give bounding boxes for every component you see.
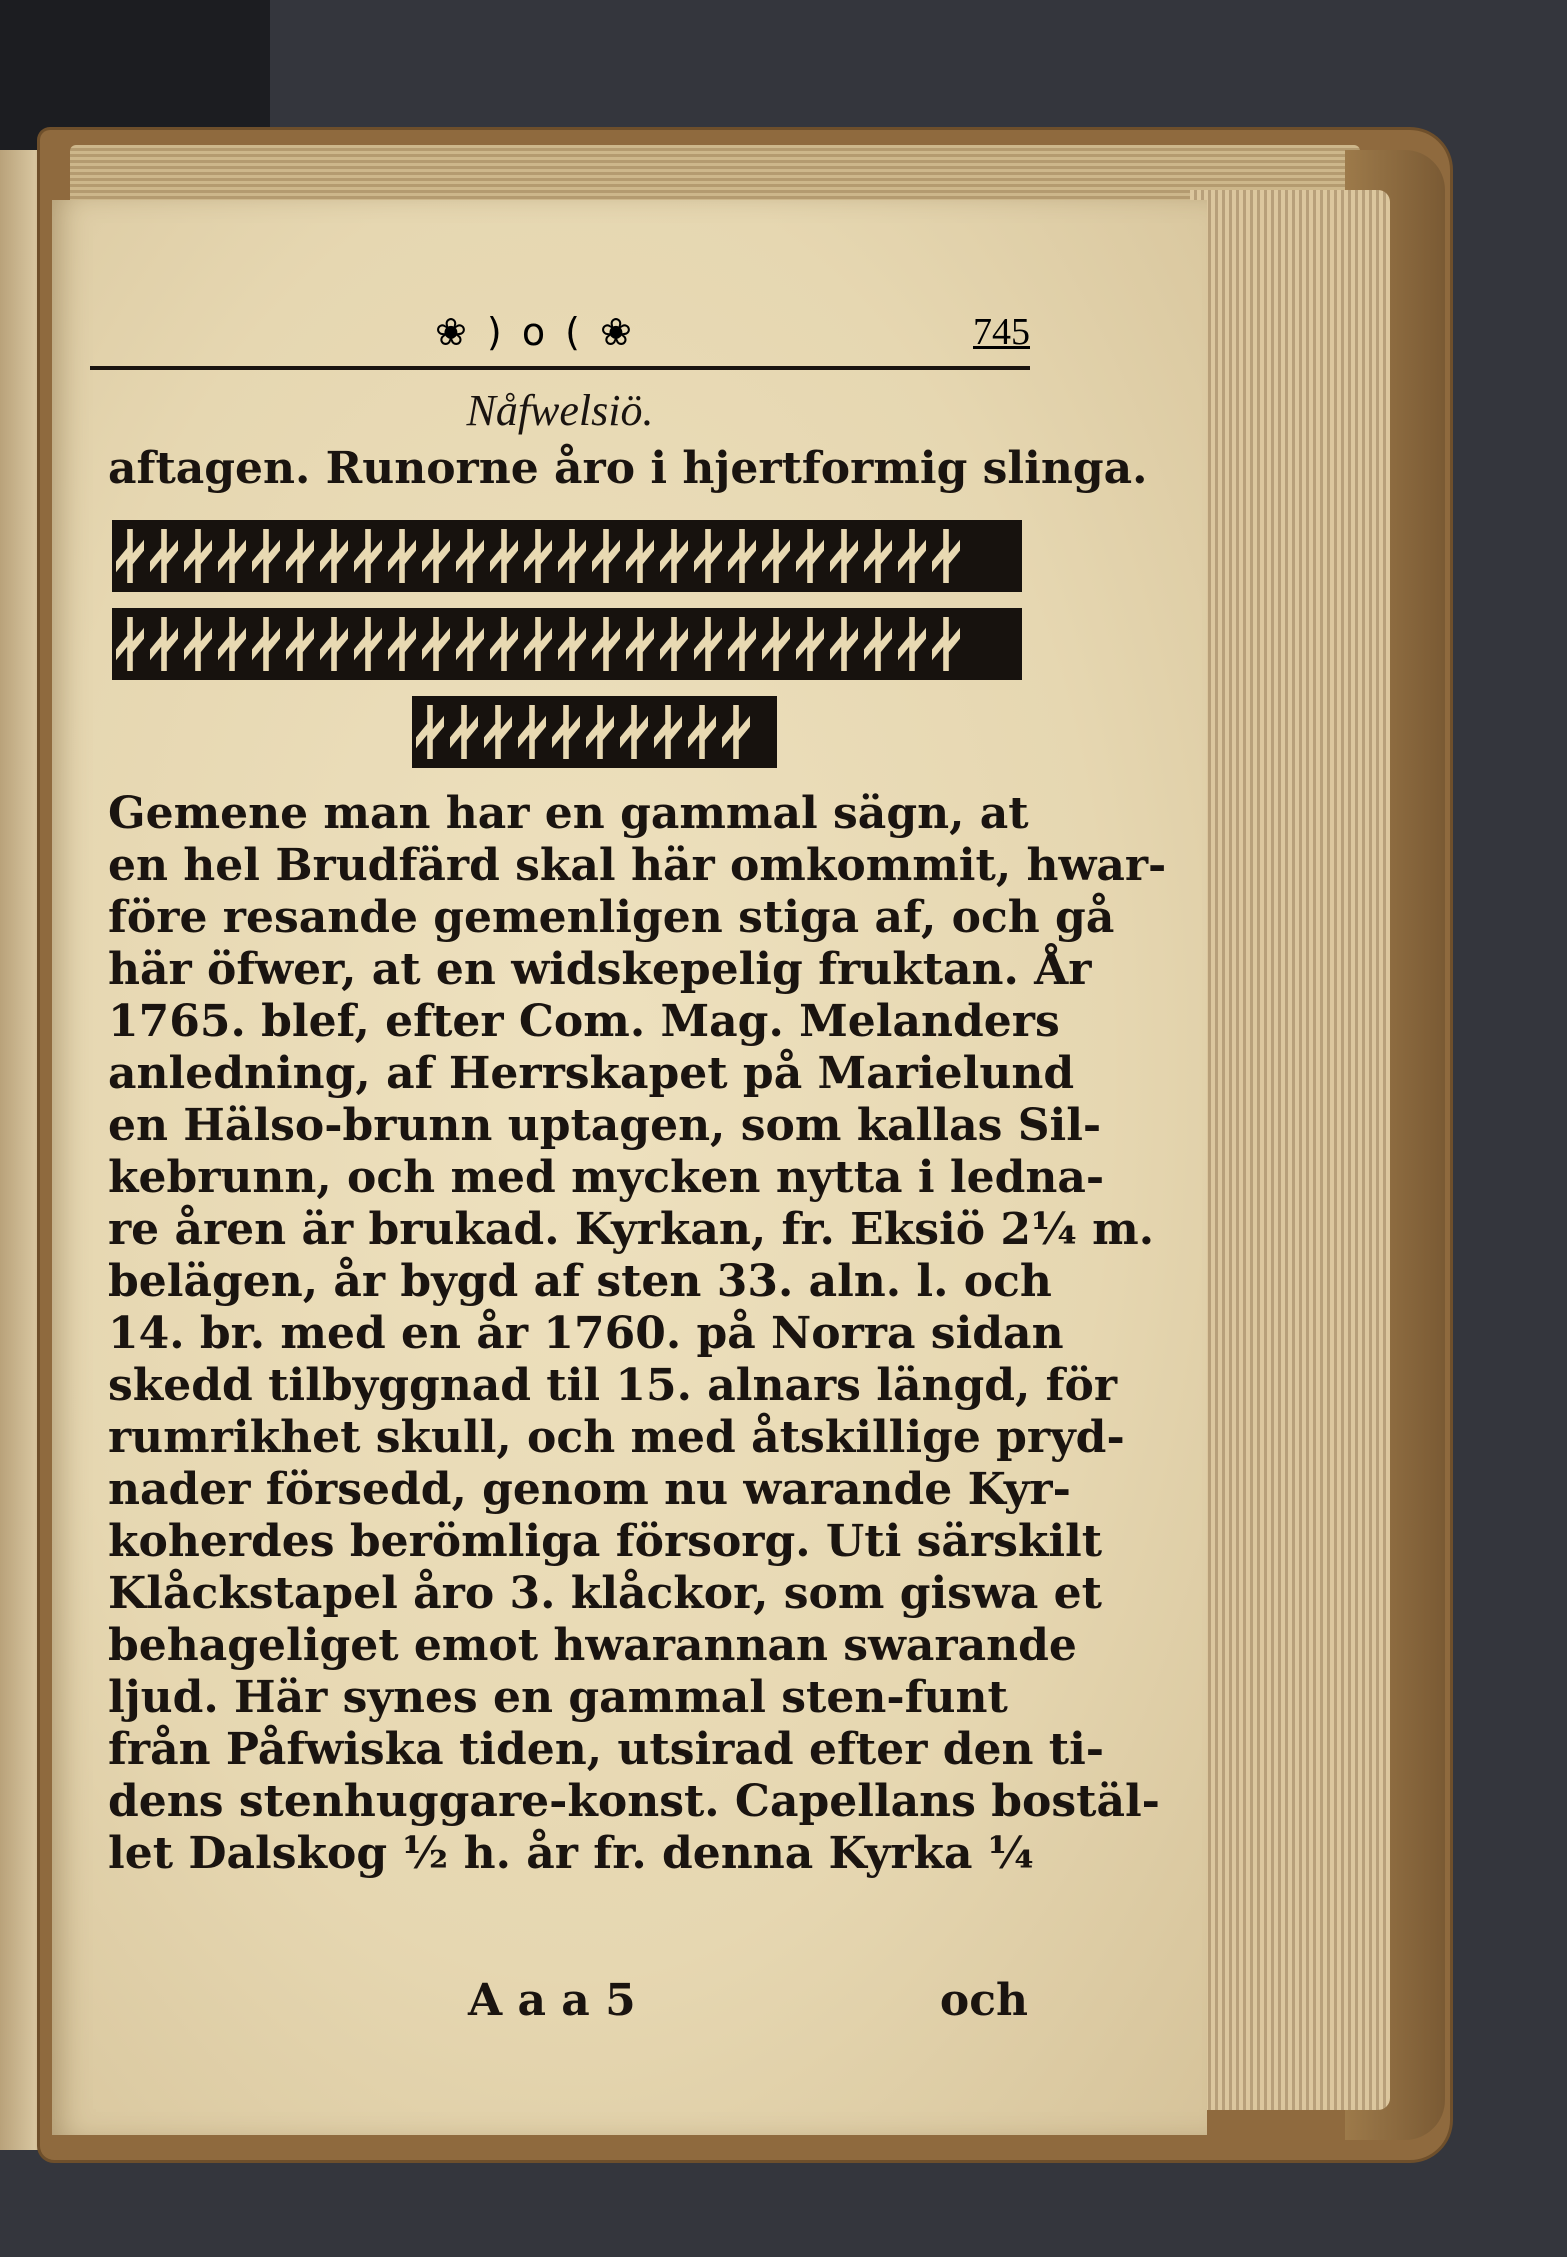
text-line: en Hälso-brunn uptagen, som kallas Sil- xyxy=(108,1100,1102,1151)
text-line: behageliget emot hwarannan swarande xyxy=(108,1620,1077,1671)
rune-row xyxy=(412,696,777,768)
text-line: koherdes berömliga försorg. Uti särskilt xyxy=(108,1516,1103,1567)
rune-row xyxy=(112,608,1022,680)
text-line: Gemene man har en gammal sägn, at xyxy=(108,788,1029,839)
running-title: Nåfwelsiö. xyxy=(466,386,654,435)
runic-inscription xyxy=(112,520,1022,770)
text-line: dens stenhuggare-konst. Capellans bostäl- xyxy=(108,1776,1160,1827)
rune-row xyxy=(112,520,1022,592)
page-header xyxy=(90,310,1030,370)
text-line: en hel Brudfärd skal här omkommit, hwar- xyxy=(108,840,1167,891)
text-line: 14. br. med en år 1760. på Norra sidan xyxy=(108,1308,1064,1359)
text-line: re åren är brukad. Kyrkan, fr. Eksiö 2¼ m. xyxy=(108,1204,1155,1255)
signature-mark: A a a 5 xyxy=(468,1975,636,2026)
text-line: belägen, år bygd af sten 33. aln. l. och xyxy=(108,1256,1052,1307)
catchword: och xyxy=(939,1975,1028,2026)
text-line: nader försedd, genom nu warande Kyr- xyxy=(108,1464,1071,1515)
text-line: aftagen. Runorne åro i hjertformig slinga. xyxy=(108,443,1148,494)
header-ornament: ❀ ) o ( ❀ xyxy=(435,310,636,354)
text-line: rumrikhet skull, och med åtskillige pryd- xyxy=(108,1412,1125,1463)
text-line: kebrunn, och med mycken nytta i ledna- xyxy=(108,1152,1105,1203)
text-line: let Dalskog ½ h. år fr. denna Kyrka ¼ xyxy=(108,1828,1034,1879)
text-line: skedd tilbyggnad til 15. alnars längd, för xyxy=(108,1360,1118,1411)
page-number: 745 xyxy=(973,311,1030,353)
text-line: ljud. Här synes en gammal sten-funt xyxy=(108,1672,1008,1723)
text-line: anledning, af Herrskapet på Marielund xyxy=(108,1048,1075,1099)
text-line: från Påfwiska tiden, utsirad efter den ti- xyxy=(108,1724,1105,1775)
text-line: här öfwer, at en widskepelig fruktan. År xyxy=(108,944,1092,995)
text-line: Klåckstapel åro 3. klåckor, som giswa et xyxy=(108,1568,1102,1619)
page-top-edge xyxy=(70,145,1360,205)
text-line: före resande gemenligen stiga af, och gå xyxy=(108,892,1115,943)
page-fore-edge xyxy=(1190,190,1390,2110)
header-rule xyxy=(90,366,1030,370)
text-line: 1765. blef, efter Com. Mag. Melanders xyxy=(108,996,1060,1047)
